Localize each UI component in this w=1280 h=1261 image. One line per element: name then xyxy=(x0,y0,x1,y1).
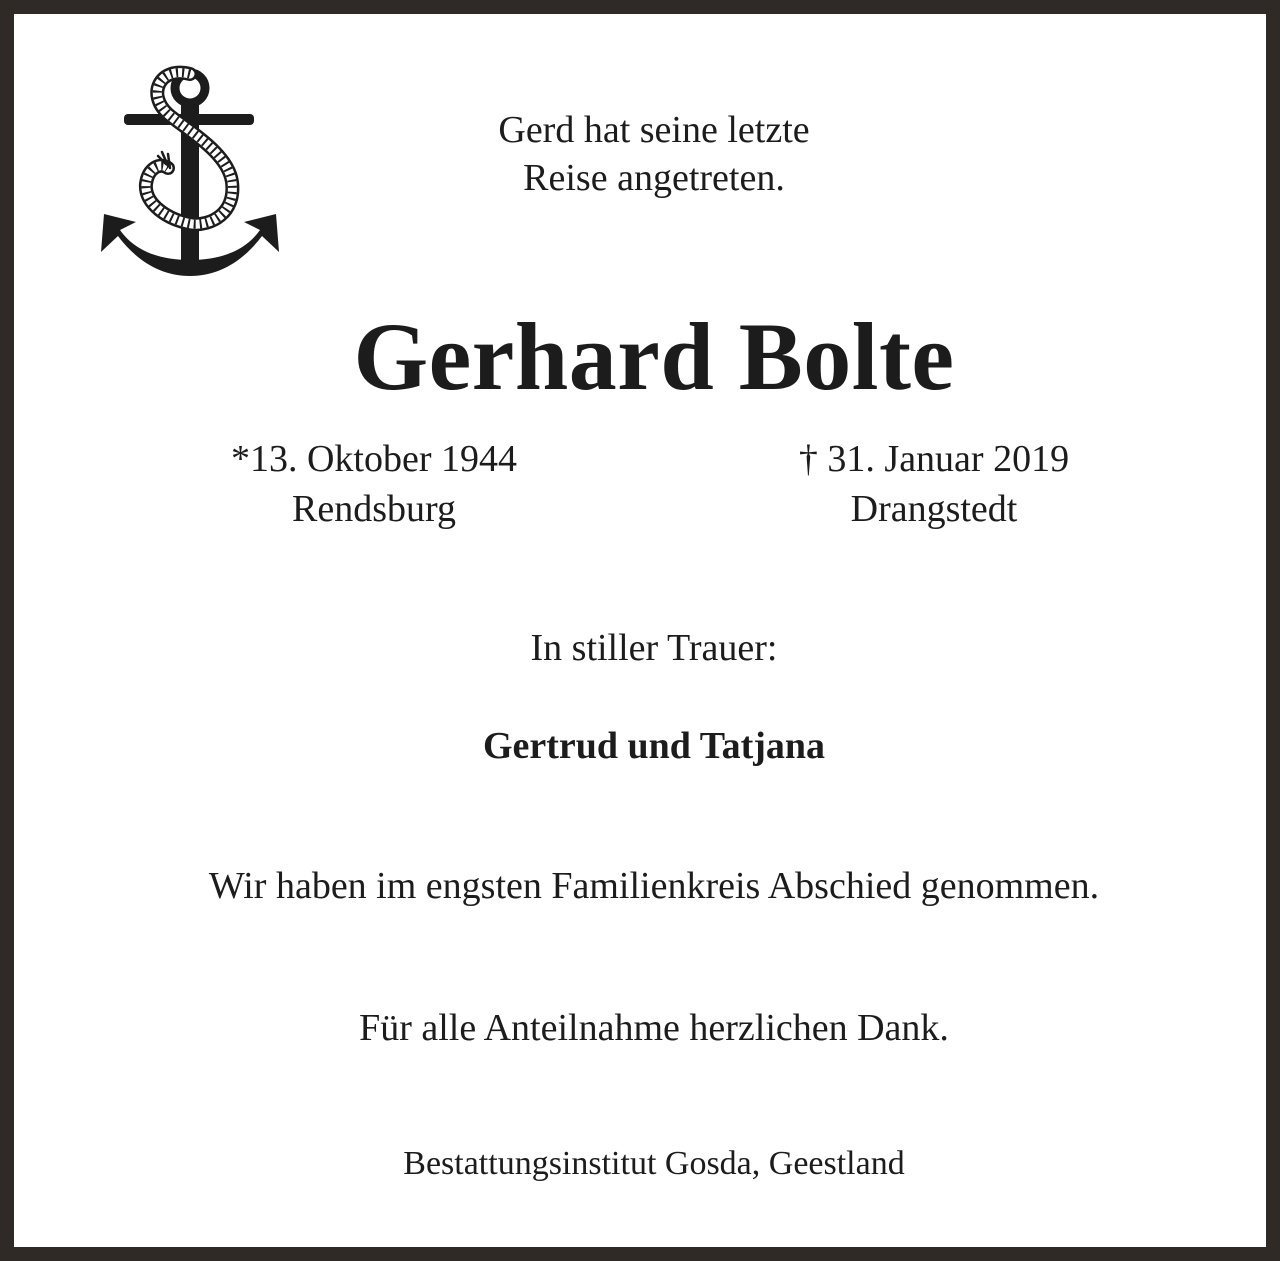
farewell-text: Wir haben im engsten Familienkreis Abschied genommen. xyxy=(208,865,1100,907)
birth-info xyxy=(114,434,634,534)
birth-date: *13. Oktober 1944 xyxy=(230,438,518,480)
intro-line-1: Gerd hat seine letzte xyxy=(498,109,810,151)
undertaker-name: Bestattungsinstitut Gosda, Geestland xyxy=(403,1145,905,1182)
mourning-text: In stiller Trauer: xyxy=(530,627,778,669)
death-place: Drangstedt xyxy=(850,488,1018,530)
death-info xyxy=(674,434,1194,534)
deceased-name: Gerhard Bolte xyxy=(353,303,955,410)
birth-place: Rendsburg xyxy=(292,488,456,530)
death-date: † 31. Januar 2019 xyxy=(798,438,1070,480)
intro-line-2: Reise angetreten. xyxy=(523,157,785,199)
family-names: Gertrud und Tatjana xyxy=(482,725,826,767)
thanks-text: Für alle Anteilnahme herzlichen Dank. xyxy=(359,1007,949,1049)
intro-text xyxy=(14,106,1280,202)
